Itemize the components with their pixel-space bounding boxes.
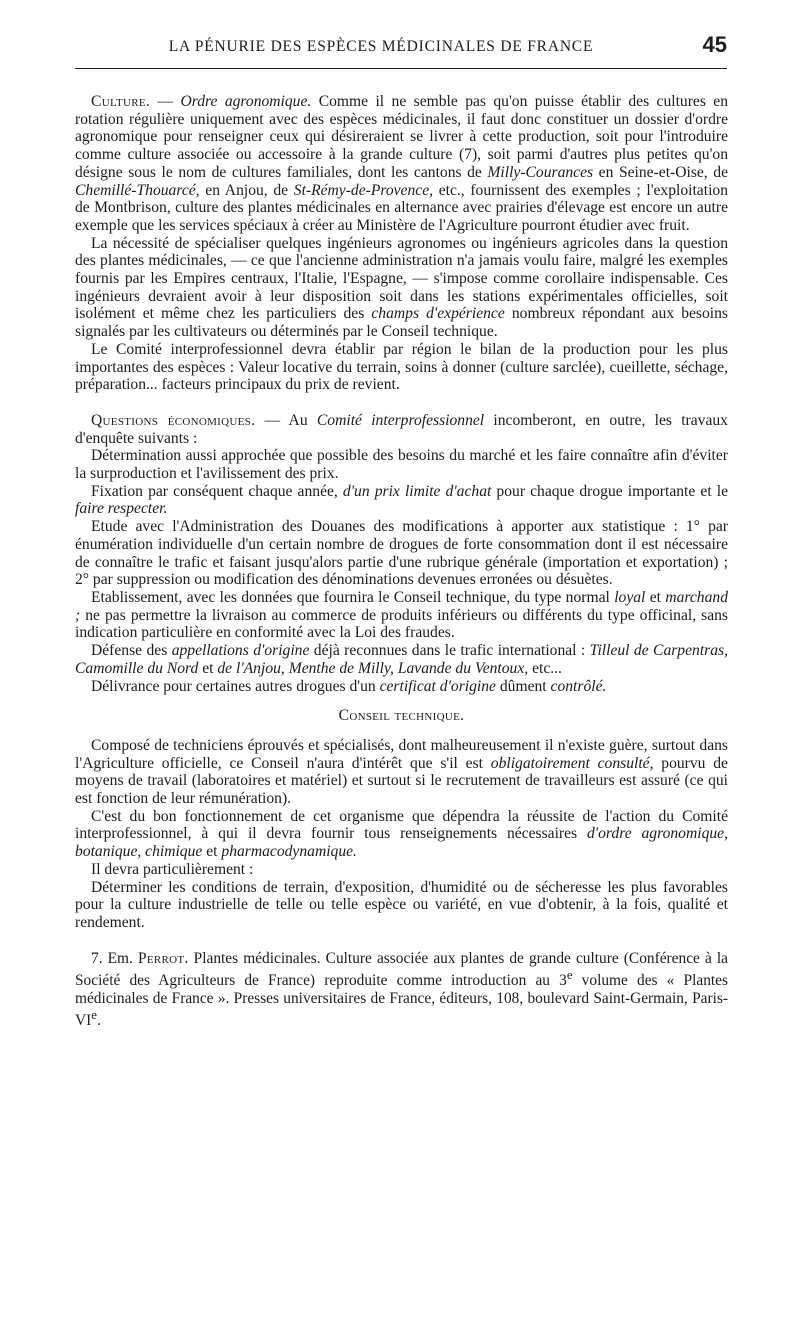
- text-run: Etablissement, avec les données que fournira le Conseil technique, du type normal: [91, 588, 615, 606]
- text-run: Composé de techniciens éprouvés et spécialisés, dont malheureusement il n'existe guère, surtout dans l'Agriculture officielle, ce Conseil n'aura d'intérêt que s'il est: [75, 736, 728, 772]
- italic-run: loyal: [614, 588, 646, 606]
- culture-paragraph-3: Le Comité interprofessionnel devra établir par région le bilan de la production pour les plus importantes des espèces : Valeur locative du terrain, soins à donner (culture sarclée), cueillette, séchage, préparation... facteurs principaux du prix de revient.: [75, 340, 728, 394]
- text-run: pour chaque drogue importante et le: [491, 482, 728, 500]
- questions-paragraph-3: [75, 483, 728, 518]
- italic-run: Comité interprofessionnel: [316, 411, 485, 429]
- text-run: incomberont, en outre, les travaux d'enquête suivants :: [75, 411, 728, 447]
- text-run: et: [645, 588, 666, 606]
- text-run: en Seine-et-Oise, de: [593, 163, 728, 181]
- text-run: Délivrance pour certaines autres drogues d'un: [91, 677, 380, 695]
- text-run: C'est du bon fonctionnement de cet organisme que dépendra la réussite de l'action du Comité interprofessionnel, à qui il devra fournir tous renseignements nécessaires: [75, 807, 728, 843]
- text-run: Plantes médicinales. Culture associée aux plantes de grande culture (Conférence à la Société des Agriculteurs de France) reproduite comme introduction au 3: [75, 949, 728, 990]
- questions-paragraph-6: [75, 642, 728, 677]
- italic-run: Milly-Courances: [487, 163, 594, 181]
- text-run: Em.: [102, 949, 138, 967]
- text-run: pourvu de moyens de travail (laboratoires et matériel) et surtout si le recrutement de travailleurs est assuré (ce qui est fonction de leur rémunération).: [75, 754, 728, 808]
- text-run: Défense des: [91, 642, 172, 660]
- text-run: déjà reconnues dans le trafic international :: [309, 642, 590, 660]
- questions-paragraph-2: Détermination aussi approchée que possible des besoins du marché et les faire connaître afin d'éviter la surproduction et l'avilissement des prix.: [75, 447, 728, 483]
- italic-run: Tilleul de Carpentras, Camomille du Nord: [75, 642, 728, 677]
- italic-run: faire respecter.: [75, 500, 168, 518]
- italic-run: St-Rémy-de-Provence,: [293, 181, 434, 199]
- italic-run: marchand ;: [75, 588, 728, 624]
- body-text: [75, 93, 728, 1030]
- questions-heading: Questions économiques.: [91, 411, 256, 429]
- conseil-paragraph-2: [75, 808, 728, 861]
- conseil-paragraph-3: Il devra particulièrement :: [91, 860, 254, 878]
- conseil-paragraph-4: Déterminer les conditions de terrain, d'exposition, d'humidité ou de sécheresse les plus favorables pour la culture industrielle de telle ou telle espèce ou variété, en vue d'obtenir, à la fois, qualité et rendement.: [75, 878, 728, 931]
- text-run: nombreux répondant aux besoins signalés par les cultivateurs ou déterminés par le Conseil technique.: [75, 305, 728, 341]
- conseil-paragraph-1: [75, 737, 728, 808]
- questions-paragraph-7: [75, 678, 728, 696]
- italic-run: d'un prix limite d'achat: [342, 482, 492, 500]
- italic-run: certificat d'origine: [379, 677, 496, 695]
- questions-paragraph-1: [75, 412, 728, 447]
- italic-run: de l'Anjou, Menthe de Milly, Lavande du Ventoux,: [217, 659, 529, 677]
- italic-run: obligatoirement consulté,: [490, 754, 654, 772]
- superscript: e: [566, 968, 573, 983]
- text-run: etc...: [528, 659, 562, 677]
- text-run: dûment: [495, 677, 551, 695]
- italic-run: d'ordre agronomique, botanique, chimique: [75, 825, 728, 861]
- page-header: [75, 32, 727, 69]
- footnote-number: 7.: [91, 949, 103, 967]
- page-number: 45: [702, 32, 727, 57]
- italic-run: Chemillé-Thouarcé,: [75, 181, 200, 199]
- footnote-author: Perrot.: [137, 949, 189, 967]
- conseil-heading: Conseil technique.: [338, 707, 465, 725]
- italic-run: appellations d'origine: [171, 642, 310, 660]
- running-title: LA PÉNURIE DES ESPÈCES MÉDICINALES DE FRANCE: [168, 38, 594, 55]
- culture-heading: Culture.: [91, 93, 151, 110]
- text-run: volume des « Plantes médicinales de France ». Presses universitaires de France, éditeurs, 108, boulevard Saint-Germain, Paris-VI: [75, 972, 728, 1030]
- italic-run: contrôlé.: [550, 677, 607, 695]
- text-run: —: [150, 93, 181, 110]
- text-run: — Au: [255, 411, 317, 429]
- questions-paragraph-5: [75, 589, 728, 642]
- text-run: La nécessité de spécialiser quelques ingénieurs agronomes ou ingénieurs agricoles dans la question des plantes médicinales, — ce que l'ancienne administration n'a jamais voulu faire, malgré les exemples fournis par les Empires centraux, l'Italie, l'Espagne, — s'impose comme corollaire indispensable. Ces ingénieurs devraient avoir à leur disposition soit dans les stations expérimentales officielles, soit isolément et même chez les particuliers des: [75, 234, 728, 323]
- text-run: en Anjou, de: [199, 181, 294, 199]
- culture-paragraph-1: [75, 93, 728, 235]
- text-run: et: [198, 659, 218, 677]
- text-run: et: [202, 843, 222, 861]
- text-run: .: [96, 1012, 101, 1030]
- italic-run: champs d'expérience: [371, 305, 505, 323]
- superscript: e: [91, 1007, 97, 1022]
- italic-run: pharmacodynamique.: [221, 843, 357, 861]
- text-run: Comme il ne semble pas qu'on puisse établir des cultures en rotation régulière uniquement avec des espèces médicinales, il faut donc constituer un dossier d'ordre agronomique pour renseigner ceux qui désireraient se livrer à cette production, soit pour l'introduire comme culture associée ou accessoire à la grande culture (7), soit parmi d'autres plus petites qu'on désigne sous le nom de cultures familiales, dont les cantons de: [75, 93, 729, 181]
- italic-run: Ordre agronomique.: [180, 93, 312, 110]
- text-run: etc., fournissent des exemples ; l'exploitation de Montbrison, culture des plantes médicinales en alternance avec prairies d'élevage est encore un autre exemple que les services spéciaux à créer au Ministère de l'Agriculture pourront étudier avec fruit.: [75, 181, 728, 234]
- text-run: Fixation par conséquent chaque année,: [91, 482, 343, 500]
- text-run: ne pas permettre la livraison au commerce de produits inférieurs ou différents du type officinal, sans indication particulière en conformité avec la Loi des fraudes.: [75, 606, 728, 642]
- questions-paragraph-4: Etude avec l'Administration des Douanes des modifications à apporter aux statistique : 1° par énumération individuelle d'un certain nombre de drogues de forte consommation dont il est nécessaire de connaître le trafic et faisant jusqu'alors partie d'une rubrique générale (importation et exportation) ; 2° par suppression ou modification des dénominations devenues erronées ou désuètes.: [75, 518, 728, 589]
- footnote: [75, 950, 728, 1030]
- culture-paragraph-2: [75, 235, 728, 341]
